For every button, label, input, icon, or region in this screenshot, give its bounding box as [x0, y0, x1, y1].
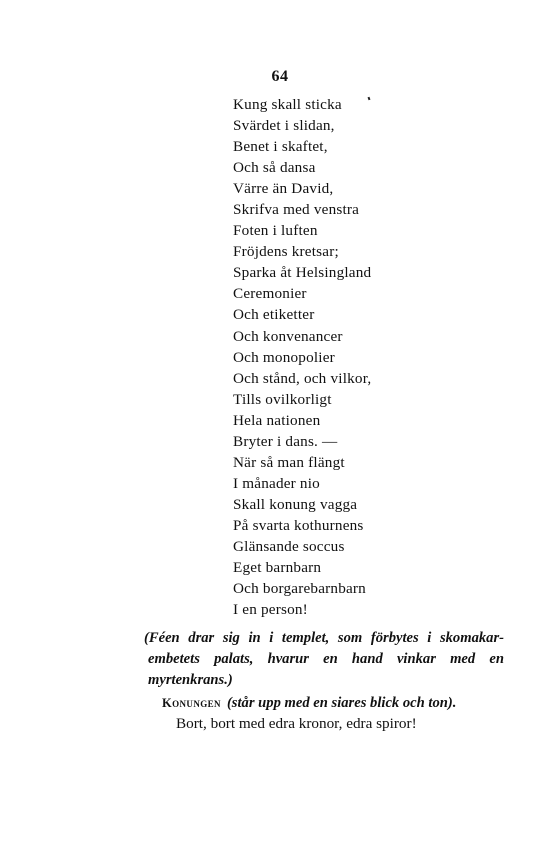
verse-line: I månader nio — [233, 474, 320, 492]
verse-line: Sparka åt Helsingland — [233, 264, 372, 282]
verse-line: I en person! — [233, 601, 308, 619]
verse-line: Värre än David, — [233, 180, 334, 198]
verse-line: Kung skall sticka — [233, 96, 342, 113]
verse-line: Benet i skaftet, — [233, 138, 328, 156]
verse-line: Fröjdens kretsar; — [233, 243, 339, 261]
verse-line: Ceremonier — [233, 285, 307, 303]
verse-line: Skall konung vagga — [233, 495, 358, 513]
verse-line: Glänsande soccus — [233, 537, 345, 555]
verse-line: Hela nationen — [233, 411, 321, 429]
verse-line: Skrifva med venstra — [233, 201, 360, 219]
page-number: 64 — [271, 68, 289, 85]
stage-direction: (Féen drar sig in i templet, som förbytes i skomakar-embetets palats, hvarur en hand vinkar med en myrtenkrans.) — [144, 630, 504, 688]
verse-line: På svarta kothurnens — [233, 516, 364, 534]
verse-line: Eget barnbarn — [233, 559, 322, 577]
verse-line: Och etiketter — [233, 306, 315, 324]
verse-line: Foten i luften — [233, 222, 318, 240]
speaker-direction: (står upp med en siares blick och ton). — [226, 695, 457, 711]
verse — [233, 94, 371, 620]
verse-line: Och monopolier — [233, 348, 335, 366]
speech-line: Bort, bort med edra kronor, edra spiror! — [176, 715, 417, 732]
verse-line: Tills ovilkorligt — [233, 390, 332, 408]
verse-line: Och stånd, och vilkor, — [233, 369, 372, 387]
verse-line: Och så dansa — [233, 159, 316, 177]
speech-heading — [162, 693, 456, 713]
verse-line: Och borgarebarnbarn — [233, 580, 366, 598]
speaker-name: Konungen — [162, 696, 221, 710]
verse-line: Och konvenancer — [233, 327, 343, 345]
verse-line: Bryter i dans. — — [233, 432, 338, 450]
verse-line: När så man flängt — [233, 453, 345, 471]
verse-line: Svärdet i slidan, — [233, 117, 335, 135]
